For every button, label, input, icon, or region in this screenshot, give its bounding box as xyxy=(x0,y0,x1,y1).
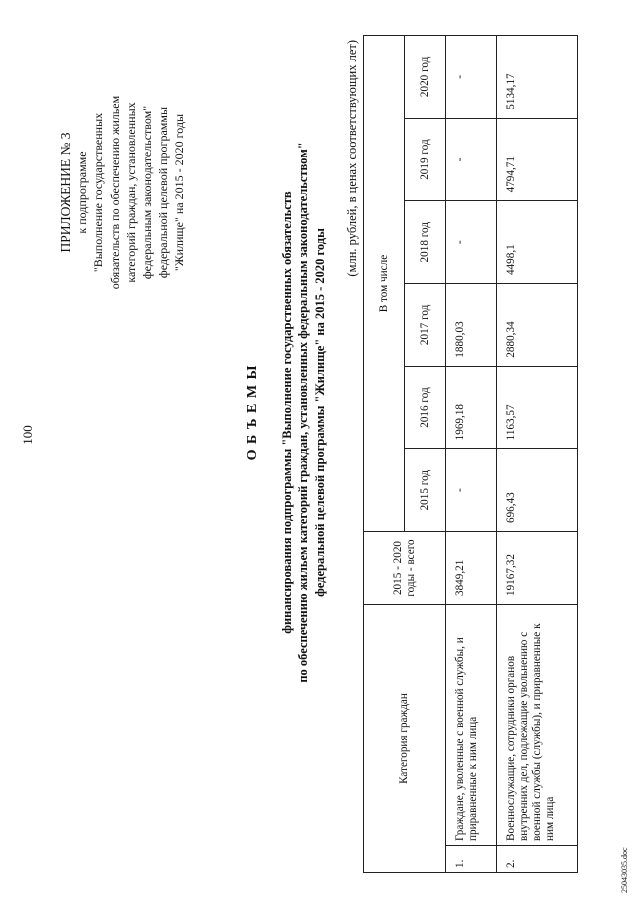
header-category: Категория граждан xyxy=(364,605,446,873)
header-year: 2015 год xyxy=(405,449,446,532)
appendix-line: федеральной целевой программы xyxy=(156,106,171,279)
header-year: 2017 год xyxy=(405,284,446,367)
row-value: - xyxy=(446,449,497,532)
header-year: 2020 год xyxy=(405,36,446,119)
financing-table xyxy=(363,35,578,873)
row-category: Военнослужащие, сотрудники органов внутренних дел, подлежащие увольнению с военной службы (службы), и приравненные к ним лица xyxy=(497,605,578,846)
heading-line: по обеспечению жильем категорий граждан, установленных федеральным законодательством" xyxy=(296,142,311,683)
appendix-block xyxy=(58,60,188,325)
row-number: 2. xyxy=(497,846,578,873)
row-value: 2880,34 xyxy=(497,284,578,367)
row-value: - xyxy=(446,118,497,201)
header-year: 2018 год xyxy=(405,201,446,284)
appendix-line: к подпрограмме xyxy=(75,151,90,234)
row-total: 3849,21 xyxy=(446,532,497,605)
document-heading xyxy=(245,140,328,685)
row-value: - xyxy=(446,201,497,284)
appendix-line: обязательств по обеспечению жильем xyxy=(107,95,122,290)
document-code: 25043035.doc xyxy=(620,847,629,893)
row-value: - xyxy=(446,36,497,119)
row-value: 4498,1 xyxy=(497,201,578,284)
row-value: 1880,03 xyxy=(446,284,497,367)
appendix-line: категорий граждан, установленных xyxy=(123,102,138,283)
table-row xyxy=(497,36,578,873)
heading-title: О Б Ъ Е М Ы xyxy=(245,364,260,461)
appendix-line: федеральным законодательством" xyxy=(140,105,155,280)
row-number: 1. xyxy=(446,846,497,873)
header-year: 2019 год xyxy=(405,118,446,201)
appendix-line: "Выполнение государственных xyxy=(91,112,106,273)
appendix-line: "Жилище" на 2015 - 2020 годы xyxy=(172,113,187,272)
row-total: 19167,32 xyxy=(497,532,578,605)
page-number: 100 xyxy=(20,425,35,445)
row-value: 696,43 xyxy=(497,449,578,532)
units-note: (млн. рублей, в ценах соответствующих лет) xyxy=(345,40,359,277)
header-including: В том числе xyxy=(364,36,405,532)
heading-line: федеральной целевой программы "Жилище" на 2015 - 2020 годы xyxy=(312,228,327,597)
appendix-title: ПРИЛОЖЕНИЕ № 3 xyxy=(58,132,73,253)
row-category: Граждане, уволенные с военной службы, и приравненные к ним лица xyxy=(446,605,497,846)
heading-line: финансирования подпрограммы "Выполнение государственных обязательств xyxy=(280,191,295,634)
header-year: 2016 год xyxy=(405,366,446,449)
row-value: 4794,71 xyxy=(497,118,578,201)
row-value: 5134,17 xyxy=(497,36,578,119)
header-total: 2015 - 2020 годы - всего xyxy=(364,532,446,605)
table-row xyxy=(446,36,497,873)
row-value: 1969,18 xyxy=(446,366,497,449)
row-value: 1163,57 xyxy=(497,366,578,449)
